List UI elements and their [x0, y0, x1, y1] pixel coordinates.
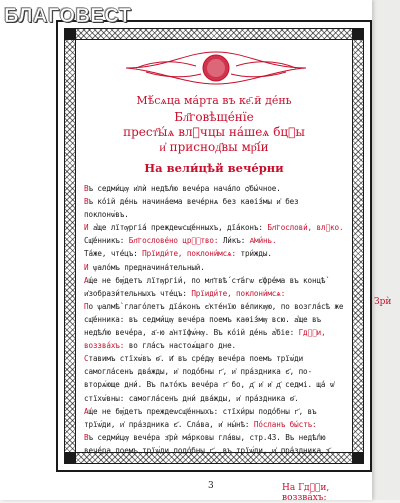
paragraph-text: три́жды.	[240, 249, 272, 259]
watermark-logo: БЛАГОВЕСТ	[4, 5, 132, 27]
frame-corner-ornament	[64, 452, 76, 464]
month-date-heading: Мѣ́сѧца ма́рта въ ке҃.й де́нь	[136, 94, 292, 107]
catchword: На Гдⷭ҇и, воззва́хъ:	[282, 483, 330, 503]
rubric-text: Гдⷭ҇и, воззва́хъ:	[84, 328, 326, 351]
rubric-text: А	[84, 406, 89, 416]
margin-note: Зрѝ	[374, 297, 392, 307]
ornamental-frame	[56, 20, 372, 472]
paragraph-text: Та́же, чте́цъ:	[84, 249, 143, 259]
paragraph	[84, 195, 344, 221]
paragraph-text: ъ седми́цѹ вече́ра з҃рѝ ма́рковы гла́вы, стр.43. Въ недѣ́лю вече́ра поемъ трїѡ́ди подо́бны г҃, въ трїѡ́ди, и҆ пра́здника з҃.	[84, 432, 335, 455]
paragraph-text: ъ ко́ій де́нь начина́ема вече́рнѧ без каѳі́змы и҆ без поклонѡ́въ.	[84, 197, 299, 220]
paragraph	[84, 405, 344, 431]
frame-corner-ornament	[352, 452, 364, 464]
paragraph-text: о ѱалмѣ̀ глаго́летъ дїа́конъ є҆кте́нїю ве́ликѹю, по возгла́сѣ же сщ҃е́нника: въ седми́цѹ вече́ра поемъ каѳі́змѹ всю. а҆́ще въ недѣ́лю вече́ра, а҃-ю а҆нтїфѡ́нѹ. Въ ко́ій де́нь а҆́біе:	[84, 301, 344, 338]
feast-title-line: и҆ приснод҃вы мр҃і́и	[159, 140, 269, 154]
rubric-text: Прїиди́те, поклони́мсѧ:	[142, 249, 241, 259]
paragraph	[84, 300, 344, 352]
paragraph	[84, 182, 344, 195]
paragraph-text: а҆́ще лїтѹргі́а преждеѡсщ҃е́нныхъ, дїа́конъ:	[88, 223, 268, 233]
rubric-text: А҆ми́нь.	[249, 236, 277, 246]
text-block	[75, 39, 353, 453]
paragraph	[84, 352, 344, 404]
rubric-body-text	[84, 182, 344, 457]
feast-title-line: Бл҃говѣще́нїе	[174, 110, 254, 124]
paragraph	[84, 247, 344, 260]
vespers-heading: На вели́цѣй вече́рни	[144, 161, 284, 175]
paragraph-text: тавимъ стїхѡ́въ ѳ҃. И҆ въ сре́дѹ вече́ра поемъ трїѡ́ди самогла́сенъ два́жды, и҆ подо́бны г҃, и҆ пра́здника є҃, по-вторѧ́юще дни́. Въ пѧто́къ вече́ра г҃ бо, д҃ и҆ и҆ д҃ седмі. ща́ ѡ҆ стїхѡ́вны: самогла́сенъ дни́ два́жды, и҆ пра́здника ѳ҃.	[84, 354, 335, 403]
frame-pattern	[64, 28, 364, 464]
feast-title-line: прест҃ы́ѧ влⷣчцы на́шеѧ бцⷣы	[123, 125, 305, 139]
paragraph-text: ѱало́мъ предначина́тельный.	[88, 262, 205, 272]
paragraph-text: Ли́къ:	[222, 236, 250, 246]
paragraph-text: ́ще не бѹ́детъ лїтѹргі́и, по мл҃твѣ́ ст҃а́гѡ є҆фре́ма въ концѣ̀ и҆зобрази́тельныхъ чте́цъ:	[84, 275, 326, 298]
paragraph-text: ́ще не бѹ́детъ преждеѡсщ҃е́нныхъ: стїхи́ры подо́бны г҃, въ трїѡ́ди, и҆ пра́здника є҃. Сла́ва, и҆ ны́нѣ:	[84, 406, 317, 429]
frame-corner-ornament	[64, 28, 76, 40]
paragraph	[84, 274, 344, 300]
rubric-text: С	[84, 354, 89, 364]
rubric-text: В	[84, 197, 89, 207]
paragraph-text: во гла́съ настоѧ́щаго дне.	[124, 341, 237, 351]
paragraph	[84, 431, 344, 457]
paragraph	[84, 261, 344, 274]
rubric-text: В	[84, 432, 89, 442]
rubric-text: И	[84, 262, 89, 272]
paragraph-text: Сщ҃е́нникъ:	[84, 236, 129, 246]
rubric-text: Бл҃гослови́, влⷣко.	[267, 223, 344, 233]
paragraph-text: ъ седми́цѹ и҆лѝ недѣ́лю вече́ра нача́ло ѻ҆бы́чное.	[88, 184, 281, 193]
rubric-text: По́сланъ бы́стъ:	[253, 419, 317, 429]
headpiece-ornament-icon	[106, 46, 326, 90]
page-number: 3	[208, 481, 214, 491]
rubric-text: И	[84, 223, 89, 233]
frame-corner-ornament	[352, 28, 364, 40]
rubric-text: Прїиди́те, поклони́мсѧ:	[191, 288, 286, 298]
paragraph	[84, 221, 344, 247]
rubric-text: А	[84, 275, 89, 285]
rubric-text: Бл҃гослове́но црⷭ҇тво:	[128, 236, 223, 246]
rubric-text: В	[84, 184, 89, 193]
rubric-text: П	[84, 301, 89, 311]
feast-title	[76, 110, 352, 155]
